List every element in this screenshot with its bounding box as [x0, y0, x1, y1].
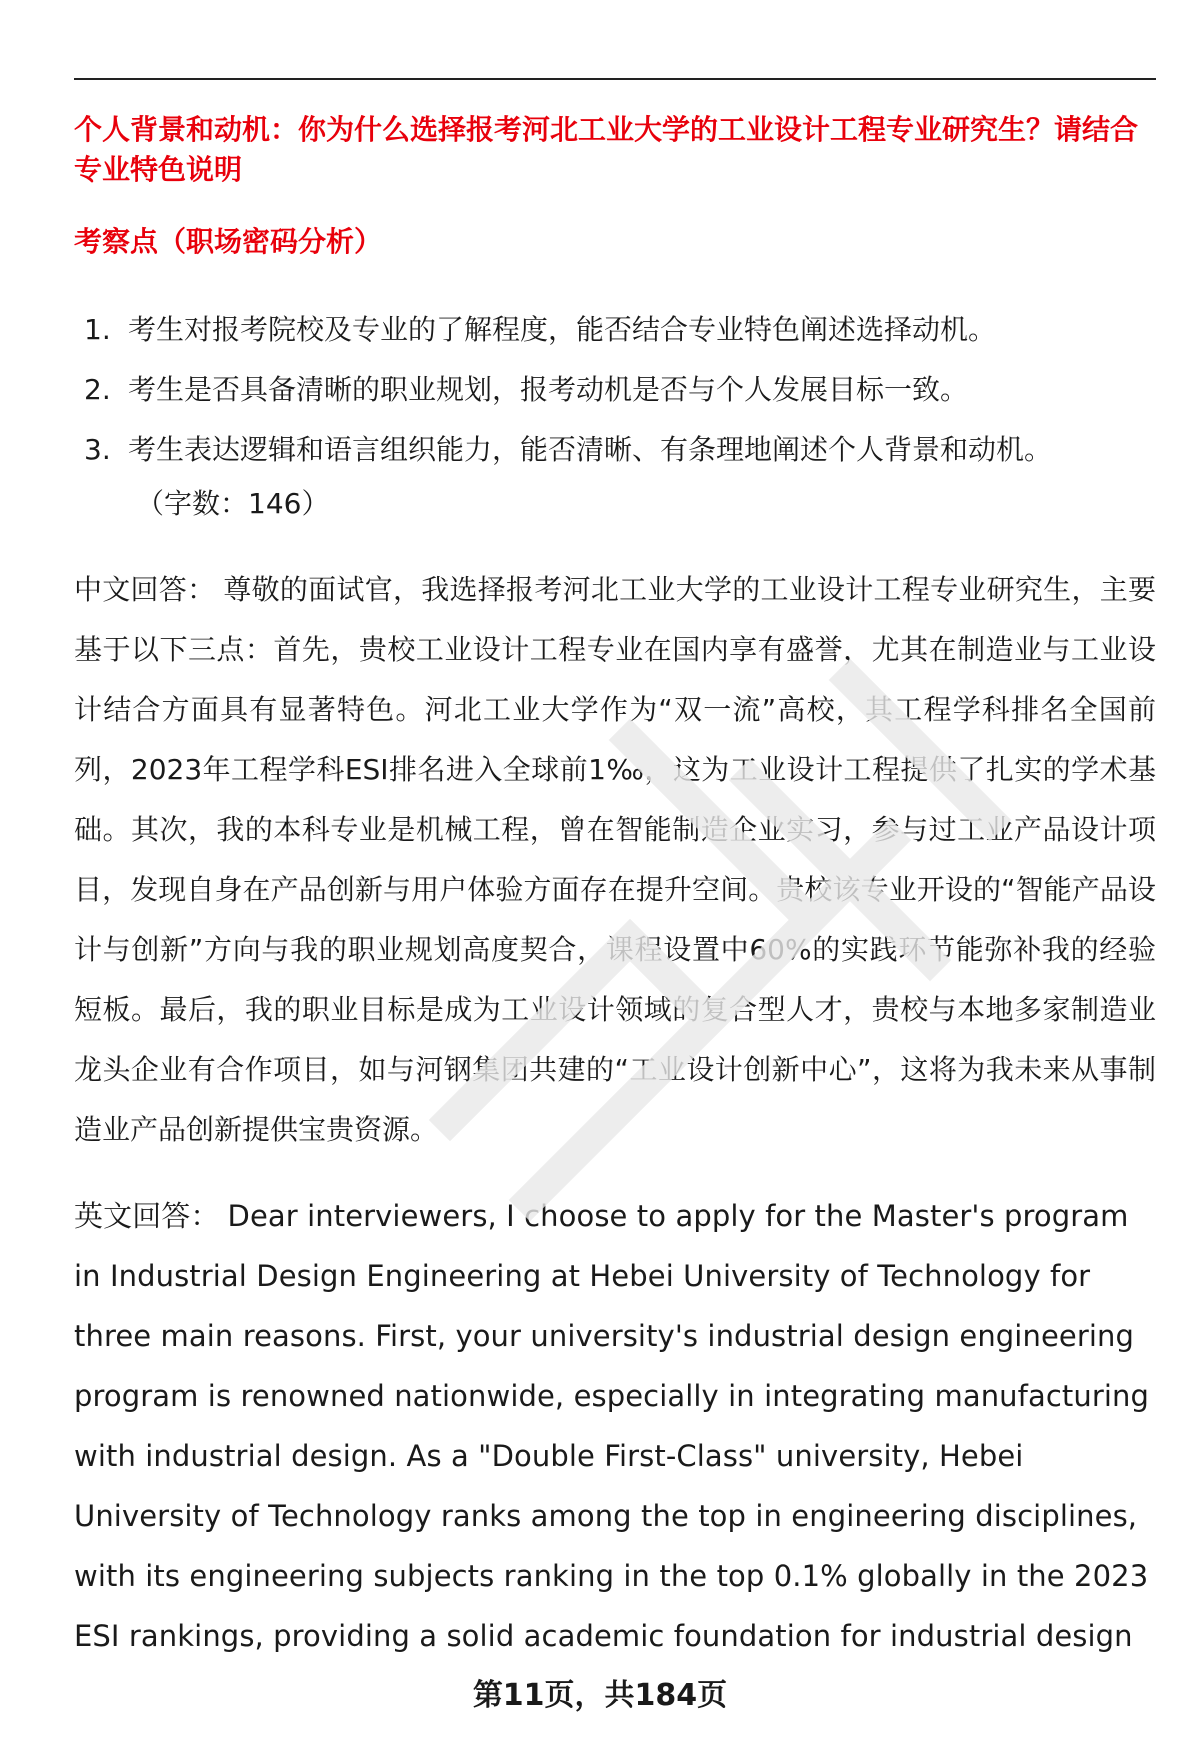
list-item — [84, 300, 1156, 360]
list-item-text: 考生表达逻辑和语言组织能力，能否清晰、有条理地阐述个人背景和动机。 — [128, 433, 1053, 466]
key-points-list — [84, 300, 1156, 480]
english-answer-label: 英文回答： — [74, 1199, 220, 1233]
chinese-answer-text: 尊敬的面试官，我选择报考河北工业大学的工业设计工程专业研究生，主要基于以下三点：首先，贵校工业设计工程专业在国内享有盛誉，尤其在制造业与工业设计结合方面具有显著特色。河北工业大学作为“双一流”高校，其工程学科排名全国前列，2023年工程学科ESI排名进入全球前1‰，这为工业设计工程提供了扎实的学术基础。其次，我的本科专业是机械工程，曾在智能制造企业实习，参与过工业产品设计项目，发现自身在产品创新与用户体验方面存在提升空间。贵校该专业开设的“智能产品设计与创新”方向与我的职业规划高度契合，课程设置中60%的实践环节能弥补我的经验短板。最后，我的职业目标是成为工业设计领域的复合型人才，贵校与本地多家制造业龙头企业有合作项目，如与河钢集团共建的“工业设计创新中心”，这将为我未来从事制造业产品创新提供宝贵资源。 — [74, 573, 1156, 1146]
english-answer — [74, 1186, 1156, 1666]
page-footer: 第11页，共184页 — [472, 1678, 728, 1713]
chinese-answer — [74, 560, 1156, 1160]
english-answer-text: Dear interviewers, I choose to apply for the Master's program in Industrial Design Engineering at Hebei University of Technology for three main reasons. First, your university's industrial design engineering program is renowned nationwide, especially in integrating manufacturing with industrial design. As a "Double First-Class" university, Hebei University of Technology ranks among the top in engineering disciplines, with its engineering subjects ranking in the top 0.1% globally in the 2023 ESI rankings, providing a solid academic foundation for industrial design — [74, 1199, 1150, 1653]
list-item — [84, 420, 1156, 480]
list-item-number: 2. — [84, 373, 111, 406]
top-divider — [74, 78, 1156, 80]
key-points-heading: 考察点（职场密码分析） — [74, 225, 383, 258]
list-item-text: 考生对报考院校及专业的了解程度，能否结合专业特色阐述选择动机。 — [128, 313, 997, 346]
list-item-text: 考生是否具备清晰的职业规划，报考动机是否与个人发展目标一致。 — [128, 373, 969, 406]
word-count: （字数：146） — [136, 487, 330, 520]
question-heading: 个人背景和动机：你为什么选择报考河北工业大学的工业设计工程专业研究生？请结合专业特色说明 — [74, 113, 1139, 186]
list-item-number: 1. — [84, 313, 111, 346]
list-item-number: 3. — [84, 433, 111, 466]
list-item — [84, 360, 1156, 420]
chinese-answer-label: 中文回答： — [74, 573, 216, 606]
